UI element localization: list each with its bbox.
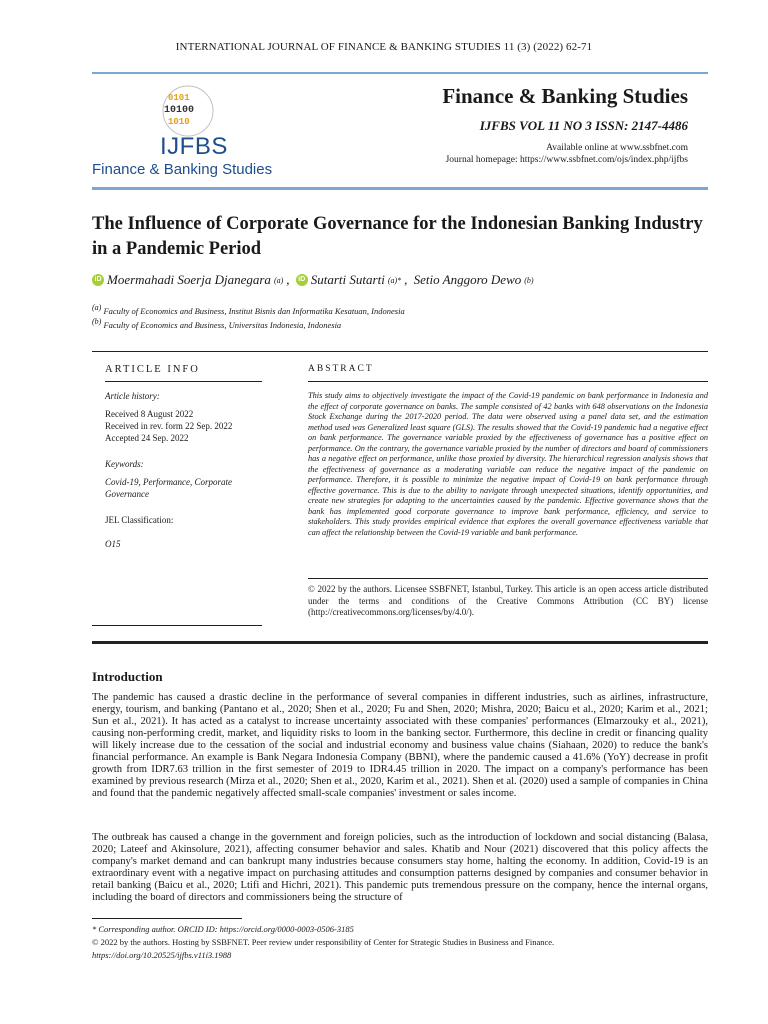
doi-link[interactable]: https://doi.org/10.20525/ijfbs.v11i3.1988 bbox=[92, 950, 232, 960]
affiliation bbox=[92, 303, 405, 316]
journal-issue: IJFBS VOL 11 NO 3 ISSN: 2147-4486 bbox=[479, 118, 688, 133]
paper-title: The Influence of Corporate Governance for the Indonesian Banking Industry in a Pandemic Period bbox=[92, 214, 703, 259]
svg-text:10100: 10100 bbox=[164, 105, 195, 116]
keywords-label: Keywords: bbox=[105, 459, 144, 469]
author-list: iD Moermahadi Soerja Djanegara (a) , iD Sutarti Sutarti (a)* , Setio Anggoro Dewo (b) bbox=[92, 272, 534, 288]
accepted-date: Accepted 24 Sep. 2022 bbox=[105, 433, 189, 443]
abstract-divider bbox=[308, 381, 708, 382]
header-rule-bottom bbox=[92, 187, 708, 190]
history-label: Article history: bbox=[105, 391, 160, 401]
journal-title: Finance & Banking Studies bbox=[442, 84, 688, 108]
abstract-heading: ABSTRACT bbox=[308, 364, 374, 374]
article-info-divider bbox=[105, 381, 262, 382]
journal-logo-icon bbox=[160, 84, 216, 138]
article-info-bottom-rule bbox=[92, 625, 262, 626]
body-paragraph: The outbreak has caused a change in the government and foreign policies, such as the introduction of lockdown and social distancing (Balasa, 2020; Lateef and Akinsolure, 2021), affecting consumer behavior and sales. Khatib and Nour (2021) discovered that this policy affects the company's market demand and can bankrupt many industries because consumers stay home, halting the economy. In addition, Covid-19 is an extraordinary event with a negative impact on purchasing attitudes and consumption patterns designed by companies and consumer behavior in retail banking (Baicu et al., 2020; Ltifi and Hichri, 2021). This pandemic puts tremendous pressure on the company, hence the internal organs, including the board of directors and commissioners being the structure of bbox=[92, 832, 708, 903]
received-date: Received 8 August 2022 bbox=[105, 409, 194, 419]
license-text: © 2022 by the authors. Licensee SSBFNET, Istanbul, Turkey. This article is an open access article distributed under the terms and conditions of the Creative Commons Attribution (CC BY) license (http://creativecommons.org/licenses/by/4.0/). bbox=[308, 584, 708, 617]
affiliation-mark: (a) bbox=[92, 303, 102, 312]
affiliation-mark: (b) bbox=[92, 317, 102, 326]
revised-date: Received in rev. form 22 Sep. 2022 bbox=[105, 421, 233, 431]
affiliation-text: Faculty of Economics and Business, Institut Bisnis dan Informatika Kesatuan, Indonesia bbox=[103, 305, 405, 316]
copyright-note: © 2022 by the authors. Hosting by SSBFNET. Peer review under responsibility of Center for Strategic Studies in Business and Finance. bbox=[92, 937, 555, 947]
journal-homepage[interactable]: Journal homepage: https://www.ssbfnet.com/ojs/index.php/ijfbs bbox=[445, 155, 688, 165]
jel-label: JEL Classification: bbox=[105, 515, 174, 525]
author-affiliation-mark: (a)* bbox=[387, 275, 402, 285]
article-info-rule bbox=[92, 351, 708, 352]
orcid-icon[interactable]: iD bbox=[296, 274, 308, 286]
author-name: Setio Anggoro Dewo bbox=[413, 272, 522, 287]
author-affiliation-mark: (a) bbox=[273, 275, 284, 285]
svg-text:1010: 1010 bbox=[168, 117, 190, 127]
keywords: Covid-19, Performance, Corporate Governance bbox=[105, 477, 232, 499]
footnote-rule bbox=[92, 918, 242, 919]
author-affiliation-mark: (b) bbox=[524, 275, 534, 285]
journal-running-head: INTERNATIONAL JOURNAL OF FINANCE & BANKING STUDIES 11 (3) (2022) 62-71 bbox=[175, 41, 593, 53]
section-heading-introduction: Introduction bbox=[92, 669, 163, 684]
affiliation-text: Faculty of Economics and Business, Universitas Indonesia, Indonesia bbox=[103, 319, 342, 330]
author-name: Sutarti Sutarti bbox=[310, 272, 385, 287]
jel-code: O15 bbox=[105, 539, 121, 549]
header-rule-top bbox=[92, 72, 708, 74]
orcid-icon[interactable]: iD bbox=[92, 274, 104, 286]
abstract-text: This study aims to objectively investigate the impact of the Covid-19 pandemic on bank performance in Indonesia and the effect of corporate governance on banks. The sample consisted of 42 banks with 648 observations on the Indonesia Stock Exchange during the 2017-2020 period. The data were observed using a panel data set, and the estimation method used was Generalized least square (GLS). The results showed that the Covid-19 pandemic had a negative effect on bank performance. The governance variable proxied by the effectiveness of governance has a positive effect on performance. On the contrary, the governance variable proxied by the number of directors and board of commissioners has a negative effect on performance, unlike those proxied by diversity. The hierarchical regression analysis shows that the effectiveness of governance as a moderating variable can reduce the negative impact of the pandemic on performance. Therefore, it is possible to minimize the negative impact of Covid-19 on bank performance through effective governance. This is due to the ability to navigate through unexpected situations, identify opportunities, and create new strategies for adapting to the uncertainties caused by the pandemic. Effective governance shows that the bank has implemented good corporate governance to improve bank performance, efficiency, and service to stakeholders. This study provides empirical evidence that explores the overall governance effectiveness variable that can affect the relationship between the Covid-19 variable and bank performance. bbox=[308, 391, 708, 537]
logo-subtitle: Finance & Banking Studies bbox=[92, 161, 273, 178]
logo-acronym: IJFBS bbox=[160, 133, 228, 160]
author-name: Moermahadi Soerja Djanegara bbox=[107, 272, 271, 287]
available-online[interactable]: Available online at www.ssbfnet.com bbox=[546, 143, 688, 153]
license-rule bbox=[308, 578, 708, 579]
affiliation bbox=[92, 317, 341, 330]
front-matter-end-rule bbox=[92, 641, 708, 644]
body-paragraph: The pandemic has caused a drastic decline in the performance of several companies in different industries, such as airlines, infrastructure, energy, tourism, and banking (Pantano et al., 2020; Shen et al., 2020; Fu and Shen, 2020; Mishra, 2020; Baicu et al., 2020; Karim et al., 2021; Sun et al., 2021). It has acted as a catalyst to increase uncertainty associated with these companies' performances (Elmarzouky et al., 2021), causing non-performing credit, market, and liquidity risks to loom in the banking sector. Furthermore, this decline in credit or financing quality will likely increase due to the cessation of the social and industrial economy and business value chains (Siahaan, 2020) to reduce the bank's financial performance. An example is Bank Negara Indonesia Company (BBNI), where the pandemic caused a 41.6% (YoY) decrease in profit growth from IDR7.63 trillion in the first semester of 2019 to IDR4.45 trillion in 2020. The impact on a company's performance has been examined by previous research (Mirza et al., 2020; Shen et al., 2020, Karim et al., 2021). Shen et al. (2020) used a sample of companies in China and found that the pandemic negatively affected small-scale companies' investment or sales income. bbox=[92, 692, 708, 799]
svg-text:0101: 0101 bbox=[168, 93, 190, 103]
article-info-heading: ARTICLE INFO bbox=[105, 364, 200, 375]
corresponding-author-note: * Corresponding author. ORCID ID: https://orcid.org/0000-0003-0506-3185 bbox=[92, 924, 354, 934]
